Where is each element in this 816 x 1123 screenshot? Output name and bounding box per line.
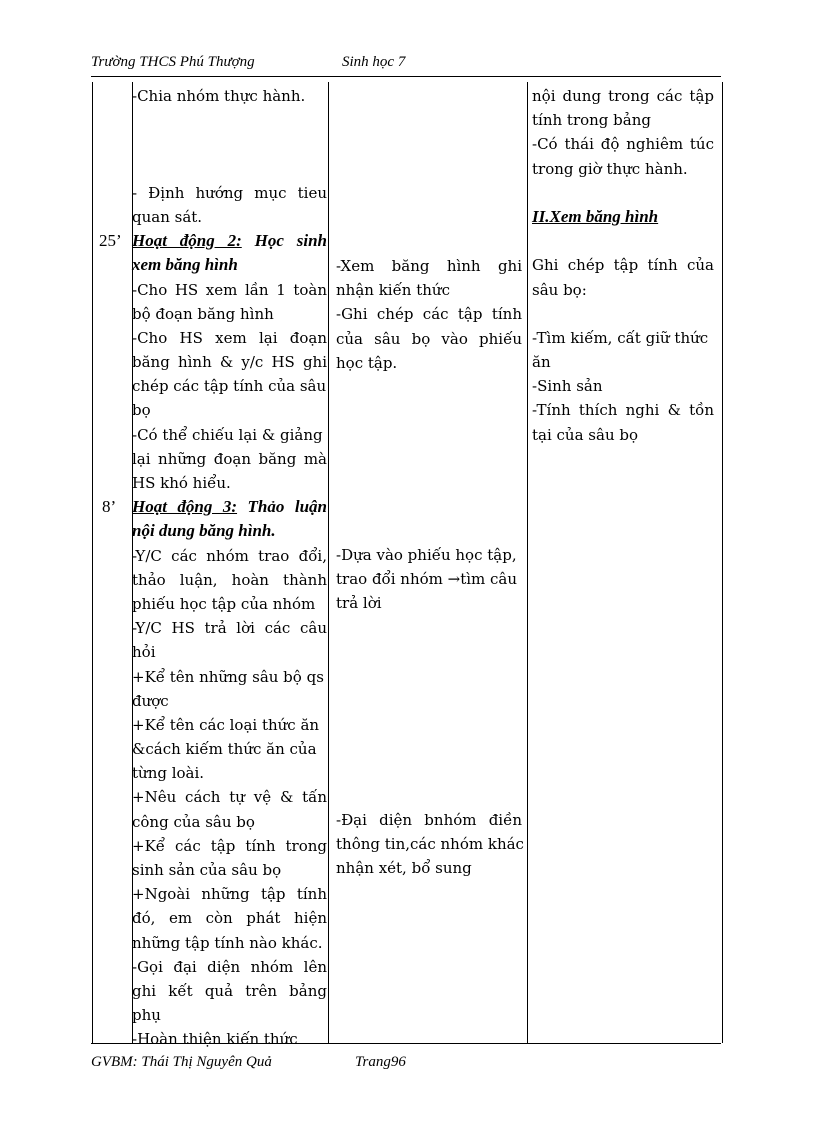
text-line: phụ <box>132 1006 161 1025</box>
subject-name: Sinh học 7 <box>342 54 406 70</box>
text-line: -Cho HS xem lại đoạn <box>132 328 327 347</box>
text-line: thông tin,các nhóm khác <box>336 835 524 854</box>
text-line: những tập tính nào khác. <box>132 933 323 952</box>
student-activity-column-c <box>336 808 522 881</box>
text-line: được <box>132 691 169 710</box>
text-line: nhận xét, bổ sung <box>336 859 472 878</box>
section-heading: II.Xem băng hình <box>532 206 659 226</box>
text-line: -Gọi đại diện nhóm lên <box>132 957 327 976</box>
text-line: hỏi <box>132 643 156 662</box>
text-line: chép các tập tính của sâu <box>132 377 327 396</box>
text-line: -Y/C các nhóm trao đổi, <box>132 546 327 565</box>
time-activity-2: 25’ <box>99 231 122 250</box>
school-name: Trường THCS Phú Thượng <box>91 54 255 70</box>
text-line: -Chia nhóm thực hành. <box>132 87 306 105</box>
text-line: trong giờ thực hành. <box>532 159 688 178</box>
text-line: -Tìm kiếm, cất giữ thức <box>532 328 709 347</box>
text-line: +Kể các tập tính trong <box>132 836 327 855</box>
activity-3-label: Hoạt động 3: <box>132 497 238 517</box>
content-column <box>532 84 714 447</box>
text-line: bọ <box>132 401 151 420</box>
student-activity-column-a <box>336 254 522 375</box>
text-line: sinh sản của sâu bọ <box>132 861 282 879</box>
text-line: phiếu học tập của nhóm <box>132 594 316 613</box>
text-line: -Hoàn thiện kiến thức <box>132 1030 298 1049</box>
blank-line <box>532 302 714 326</box>
text-line: học tập. <box>336 353 398 372</box>
time-activity-3: 8’ <box>102 497 117 516</box>
text-line: -Ghi chép các tập tính <box>336 305 522 324</box>
text-line: bộ đoạn băng hình <box>132 304 274 323</box>
blank-line <box>132 157 327 181</box>
text-line: -Đại diện bnhóm điền <box>336 811 522 829</box>
activity-2-label: Hoạt động 2: <box>132 231 242 251</box>
activity-3-heading-cont: nội dung băng hình. <box>132 521 276 541</box>
activity-2-heading <box>132 229 327 253</box>
teacher-name: GVBM: Thái Thị Nguyên Quả <box>91 1054 272 1070</box>
page-header <box>91 50 721 77</box>
blank-line <box>532 229 714 253</box>
teacher-activity-column <box>132 84 327 1052</box>
student-activity-column-b <box>336 543 522 616</box>
text-line: -Có thể chiếu lại & giảng <box>132 425 323 444</box>
text-line: -Có thái độ nghiêm túc <box>532 135 714 154</box>
text-line: của sâu bọ vào phiếu <box>336 329 522 348</box>
text-line: tính trong bảng <box>532 111 651 130</box>
text-line: ăn <box>532 353 551 372</box>
text-line: đó, em còn phát hiện <box>132 909 327 928</box>
text-line: lại những đoạn băng mà <box>132 449 327 468</box>
text-line: -Tính thích nghi & tồn <box>532 401 714 420</box>
text-line: quan sát. <box>132 207 203 226</box>
text-line: nhận kiến thức <box>336 281 450 300</box>
text-line: băng hình & y/c HS ghi <box>132 353 327 372</box>
text-line: -Cho HS xem lần 1 toàn <box>132 280 327 299</box>
text-line: -Dựa vào phiếu học tập, <box>336 546 517 564</box>
page-number: Trang96 <box>355 1054 406 1070</box>
text-line: trả lời <box>336 594 382 613</box>
text-line: +Ngoài những tập tính <box>132 885 327 904</box>
text-line: Ghi chép tập tính của <box>532 256 714 275</box>
text-line: tại của sâu bọ <box>532 425 639 444</box>
page-footer <box>91 1043 721 1078</box>
blank-line <box>132 132 327 156</box>
text-line: trao đổi nhóm →tìm câu <box>336 570 518 589</box>
activity-3-heading <box>132 495 327 519</box>
text-line: thảo luận, hoàn thành <box>132 570 327 589</box>
text-line: từng loài. <box>132 764 205 783</box>
text-line: &cách kiếm thức ăn của <box>132 740 317 759</box>
text-line: ghi kết quả trên bảng <box>132 981 327 1000</box>
text-line: +Nêu cách tự vệ & tấn <box>132 788 327 807</box>
text-line: +Kể tên các loại thức ăn <box>132 715 320 734</box>
text-line: - Định hướng mục tieu <box>132 183 327 202</box>
blank-line <box>532 181 714 205</box>
text-line: -Sinh sản <box>532 377 603 396</box>
activity-2-title: Học sinh <box>241 231 327 251</box>
text-line: sâu bọ: <box>532 280 587 299</box>
text-line: công của sâu bọ <box>132 812 255 831</box>
activity-3-title: Thảo luận <box>237 497 327 517</box>
activity-2-heading-cont: xem băng hình <box>132 255 238 275</box>
column-divider <box>527 82 528 1043</box>
text-line: +Kể tên những sâu bộ qs <box>132 667 324 686</box>
text-line: nội dung trong các tập <box>532 87 714 105</box>
text-line: HS khó hiểu. <box>132 474 231 492</box>
blank-line <box>132 108 327 132</box>
column-divider <box>328 82 329 1043</box>
text-line: -Y/C HS trả lời các câu <box>132 619 327 638</box>
text-line: -Xem băng hình ghi <box>336 257 522 275</box>
